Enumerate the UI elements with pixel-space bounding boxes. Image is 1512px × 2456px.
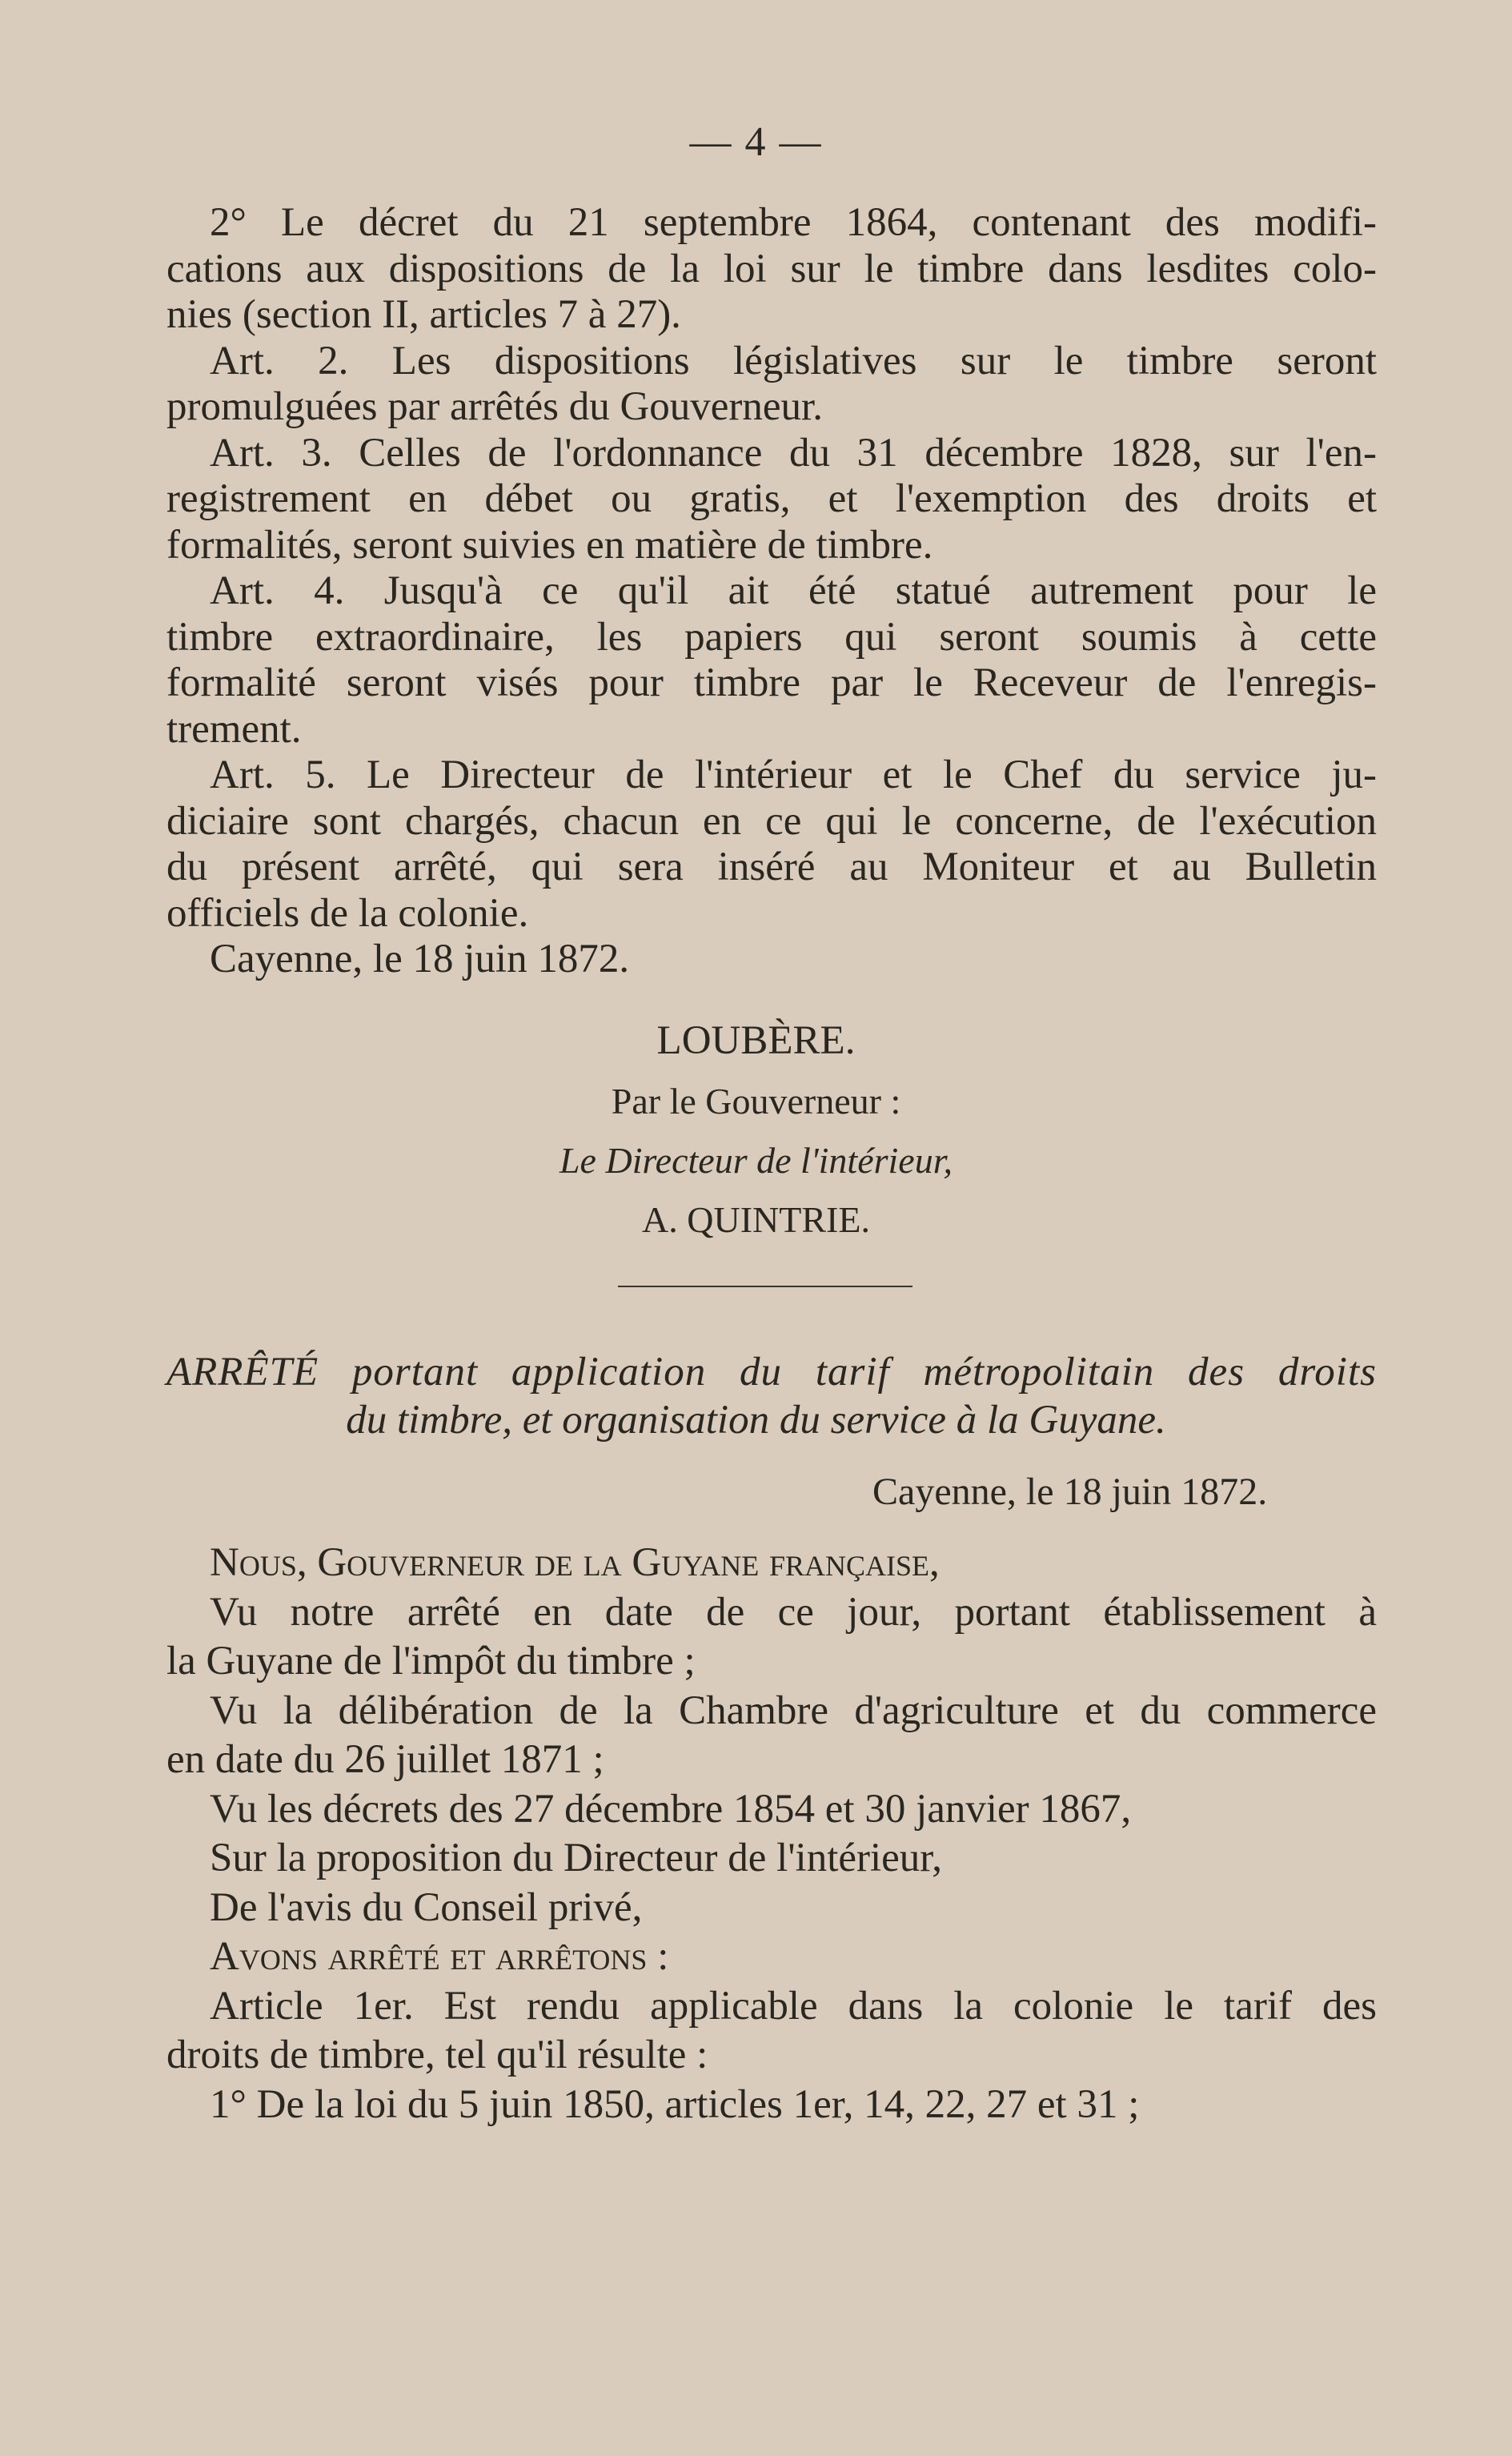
text-line: Art. 4. Jusqu'à ce qu'il ait été statué autrement pour le bbox=[210, 568, 1377, 613]
text-line: 2° Le décret du 21 septembre 1864, contenant des modifi- bbox=[210, 200, 1377, 245]
signature-governor: LOUBÈRE. bbox=[656, 1018, 856, 1063]
text-line: Art. 3. Celles de l'ordonnance du 31 décembre 1828, sur l'en- bbox=[210, 430, 1377, 476]
text-line: en date du 26 juillet 1871 ; bbox=[166, 1737, 604, 1782]
text-line: formalité seront visés pour timbre par le Receveur de l'enregis- bbox=[166, 660, 1377, 705]
text-line: droits de timbre, tel qu'il résulte : bbox=[166, 2033, 708, 2077]
text-line: Art. 2. Les dispositions législatives sur le timbre seront bbox=[210, 338, 1377, 383]
dateline: Cayenne, le 18 juin 1872. bbox=[872, 1471, 1268, 1513]
arrete-heading-line-2: du timbre, et organisation du service à la Guyane. bbox=[346, 1398, 1166, 1443]
text-line: Sur la proposition du Directeur de l'intérieur, bbox=[210, 1836, 942, 1880]
text-line: Nous, Gouverneur de la Guyane française, bbox=[210, 1540, 940, 1585]
arrete-heading-line-1: ARRÊTÉ portant application du tarif métropolitain des droits bbox=[166, 1350, 1377, 1395]
text-line: promulguées par arrêtés du Gouverneur. bbox=[166, 384, 823, 429]
text-line: Vu notre arrêté en date de ce jour, portant établissement à bbox=[210, 1589, 1377, 1635]
signature-title: Le Directeur de l'intérieur, bbox=[559, 1140, 953, 1181]
text-line: Art. 5. Le Directeur de l'intérieur et le Chef du service ju- bbox=[210, 752, 1377, 797]
text-line: registrement en débet ou gratis, et l'exemption des droits et bbox=[166, 476, 1377, 521]
signature-signer: A. QUINTRIE. bbox=[642, 1199, 870, 1240]
text-line: Vu les décrets des 27 décembre 1854 et 30 janvier 1867, bbox=[210, 1786, 1132, 1832]
signature-by-line: Par le Gouverneur : bbox=[611, 1081, 901, 1122]
page-number: — 4 — bbox=[689, 119, 823, 165]
text-line: cations aux dispositions de la loi sur le timbre dans lesdites colo- bbox=[166, 246, 1377, 291]
text-line: De l'avis du Conseil privé, bbox=[210, 1884, 643, 1930]
text-line: trement. bbox=[166, 706, 302, 752]
text-line: Avons arrêté et arrêtons : bbox=[210, 1934, 669, 1979]
text-line: du présent arrêté, qui sera inséré au Moniteur et au Bulletin bbox=[166, 845, 1377, 889]
text-line: 1° De la loi du 5 juin 1850, articles 1er, 14, 22, 27 et 31 ; bbox=[210, 2081, 1140, 2127]
text-line: Vu la délibération de la Chambre d'agriculture et du commerce bbox=[210, 1687, 1377, 1733]
text-line: nies (section II, articles 7 à 27). bbox=[166, 292, 681, 337]
text-line: officiels de la colonie. bbox=[166, 890, 529, 936]
text-line: diciaire sont chargés, chacun en ce qui le concerne, de l'exécution bbox=[166, 798, 1377, 844]
text-line: formalités, seront suivies en matière de timbre. bbox=[166, 522, 933, 568]
text-line: Cayenne, le 18 juin 1872. bbox=[210, 937, 630, 981]
text-line: Article 1er. Est rendu applicable dans la colonie le tarif des bbox=[210, 1983, 1377, 2029]
text-line: timbre extraordinaire, les papiers qui seront soumis à cette bbox=[166, 614, 1377, 660]
text-line: la Guyane de l'impôt du timbre ; bbox=[166, 1639, 696, 1683]
section-divider bbox=[618, 1286, 912, 1287]
